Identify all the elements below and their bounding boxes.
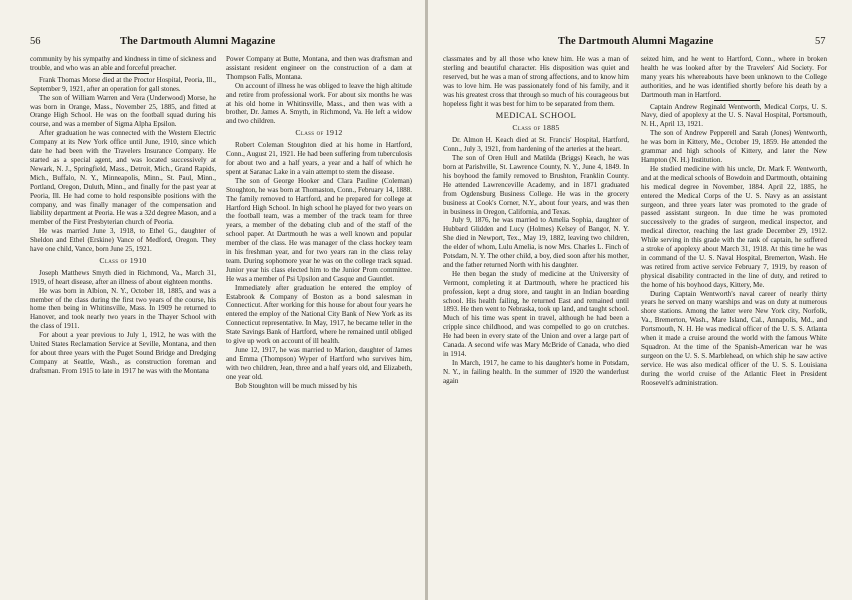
paragraph: July 9, 1876, he was married to Amelia Sophia, daughter of Hubbard Glidden and Lucy (Holmes) Kelsey of Bangor, N. Y. She died in Newport, Tex., May 19, 1882, leaving two children, the elder of whom, Lulu Amelia, is now Mrs. Charles L. Finch of Potsdam, N. Y. The other child, a boy, died soon after his mother, and the father returned North with his daughter. [443,216,629,269]
paragraph: Captain Andrew Reginald Wentworth, Medical Corps, U. S. Navy, died of apoplexy at the U. S. Naval Hospital, Portsmouth, N. H., April 13, 1921. [641,102,827,129]
paragraph: community by his sympathy and kindness in time of sickness and trouble, and who was an able and forceful preacher. [30,55,216,72]
paragraph: He then began the study of medicine at the University of Vermont, completing it at Dartmouth, where he practiced his profession, kept a drug store, and taught in an Indian boarding school. His health failing, he returned East and remained until 1893. He then went to Nebraska, took up land, and taught school. Much of his time was spent in travel, although he had been a cripple since childhood, and was compelled to go on crutches. He had been in every state of the Union and over a large part of Canada. A second wife was Mary McBride of Canada, who died in 1914. [443,269,629,358]
right-page [428,0,852,600]
paragraph: The son of Oren Hull and Matilda (Briggs) Keach, he was born at Parishville, St. Lawrence County, N. Y., June 4, 1849. In his boyhood the family removed to Brushton, Franklin County. He attended Lawrenceville Academy, and in 1871 graduated from Ogdensburg Business College. He was in the grocery business at Cook's Corner, N.Y., about four years, and was then in business in Oregon, California, and Texas. [443,154,629,216]
paragraph: For about a year previous to July 1, 1912, he was with the United States Reclamation Service at Seville, Montana, and then for about three years with the Puget Sound Bridge and Dredging Company at Seattle, Wash., as construction foreman and draftsman. From 1915 to late in 1917 he was with the Montana [30,331,216,375]
paragraph: Joseph Matthews Smyth died in Richmond, Va., March 31, 1919, of heart disease, after an illness of about eighteen months. [30,268,216,286]
paragraph: Immediately after graduation he entered the employ of Estabrook & Company of Boston as a bond salesman in Connecticut. After working for this house for about four years he entered the employ of the National City Bank of New York as its Connecticut representative. In May, 1917, he became teller in the State Savings Bank of Hartford, where he remained until obliged to give up work on account of ill health. [226,283,412,346]
paragraph: seized him, and he went to Hartford, Conn., where in broken health he was looked after by the Travelers' Aid Society. For many years his whereabouts have been unknown to the College authorities, and he was identified shortly before his death by a Dartmouth man in Hartford. [641,55,827,99]
paragraph: On account of illness he was obliged to leave the high altitude and retire from professional work. For about six months he was at his old home in Whitinsville, Mass., and then was with a brother, Dr. James A. Smyth, in Richmond, Va. He left a widow and two children. [226,81,412,126]
section-rule [714,100,760,101]
left-page [0,0,425,600]
paragraph: In March, 1917, he came to his daughter's home in Potsdam, N. Y., in failing health. In the summer of 1920 the wanderlust again [443,358,629,385]
section-heading: MEDICAL SCHOOL [495,111,577,121]
page-number-left: 56 [30,36,41,47]
class-heading: Class of 1885 [512,123,560,133]
paragraph: During Captain Wentworth's naval career of nearly thirty years he served on many warships and was on duty at numerous shore stations. Among the latter were New York city, Norfolk, Va., Bremerton, Wash., Mare Island, Cal., Annapolis, Md., and Portsmouth, N. H. He was medical officer of the U. S. S. Atlanta when it made a cruise around the world with the famous White Squadron. At the time of the Spanish-American war he was surgeon on the U. S. S. Marblehead, on which ship he saw active service. He was also medical officer of the U. S. S. Louisiana during the world cruise of the Atlantic Fleet in President Roosevelt's administration. [641,289,827,387]
class-heading: Class of 1910 [99,255,147,265]
left-column-2 [226,55,412,600]
section-rule [103,73,149,74]
paragraph: Dr. Almon H. Keach died at St. Francis' Hospital, Hartford, Conn., July 3, 1921, from hardening of the arteries at the heart. [443,136,629,154]
class-heading: Class of 1912 [295,128,343,138]
paragraph: He was born in Albion, N. Y., October 18, 1885, and was a member of the class during the first two years of the course, his home then being in Whitinsville, Mass. In 1909 he returned to Hanover, and took nearly two years in the Thayer School with the class of 1911. [30,286,216,331]
paragraph: He was married June 3, 1918, to Ethel G., daughter of Sheldon and Ethel (Erskine) Vance of Medford, Oregon. They have one child, Vance, born June 25, 1921. [30,227,216,254]
paragraph: Frank Thomas Morse died at the Proctor Hospital, Peoria, Ill., September 9, 1921, after an operation for gall stones. [30,75,216,93]
running-header-left: The Dartmouth Alumni Magazine [120,36,276,47]
paragraph: After graduation he was connected with the Western Electric Company at its New York office until June, 1910, since which date he had been with the Travelers Insurance Company. He started as a special agent, and was located successively at Newark, N. J., Springfield, Mass., Detroit, Mich., Grand Rapids, Mich., Buffalo, N. Y., Minneapolis, Minn., St. Paul, Minn., Portland, Oregon, Duluth, Minn., and finally for the past year at Peoria, Ill. He had come to hold responsible positions with the company, and was finally manager of the compensation and liability department at Peoria. He was a 32d degree Mason, and a member of the First Presbyterian church of Peoria. [30,129,216,227]
paragraph: June 12, 1917, he was married to Marion, daughter of James and Emma (Thompson) Wyper of Hartford who survives him, with two children, Jean, three and a half years old, and Elizabeth, one year old. [226,346,412,381]
right-column-1 [443,55,629,600]
running-header-right: The Dartmouth Alumni Magazine [558,36,714,47]
paragraph: The son of William Warren and Vera (Underwood) Morse, he was born in Orange, Mass., November 25, 1885, and fitted at Orange High School. He was on the football squad during his course, and was a member of Sigma Alpha Epsilon. [30,93,216,129]
paragraph: Power Company at Butte, Montana, and then was draftsman and assistant resident engineer on the construction of a dam at Thompson Falls, Montana. [226,55,412,81]
paragraph: Bob Stoughton will be much missed by his [235,381,357,390]
right-column-2 [641,55,827,600]
page-number-right: 57 [815,36,826,47]
paragraph: He studied medicine with his uncle, Dr. Mark F. Wentworth, and at the medical schools of Bowdoin and Dartmouth, obtaining his medical degree in November, 1884. April 22, 1885, he entered the Medical Corps of the U. S. Navy as an assistant surgeon, and three years later was promoted to the grade of passed assistant surgeon. In due time he was promoted successively to the grades of surgeon, medical inspector, and medical director, reaching the last grade December 29, 1912. While serving in this grade with the rank of captain, he suffered a stroke of apoplexy about March 31, 1918. At this time he was in command of the U. S. Naval Hospital, Bremerton, Wash. He was retired from active service February 7, 1919, by reason of physical disability contracted in the line of duty, and retired to the home of his boyhood days, Kittery, Me. [641,164,827,289]
left-column-1 [30,55,216,600]
paragraph: The son of George Hooker and Clara Pauline (Coleman) Stoughton, he was born at Thomaston, Conn., February 14, 1888. The family removed to Hartford, and he prepared for college at Hartford High School. In high school he played for two years on the football team, was a member of the track team for three years, a member of the debating club and of the staff of the school paper. At Dartmouth he was a well known and popular member of the class. He was manager of the class hockey team in his freshman year, and for two years ran in the class relay team. During sophomore year he was on the college track squad. Junior year his class elected him to the Junior Prom committee. He was a member of Psi Upsilon and Casque and Gauntlet. [226,176,412,283]
paragraph: Robert Coleman Stoughton died at his home in Hartford, Conn., August 21, 1921. He had been suffering from tuberculosis for about two and a half years, a year and a half of which he spent at Saranac Lake in a vain attempt to stem the disease. [226,141,412,176]
paragraph: classmates and by all those who knew him. He was a man of sterling and beautiful character. His disposition was quiet and reserved, but he was a man of strong affections, and to know him was to love him. He was passionately fond of his family, and it was his greatest cross that through so much of his courageous but hopeless fight it was best for him to be separated from them. [443,55,629,108]
paragraph: The son of Andrew Pepperell and Sarah (Jones) Wentworth, he was born in Kittery, Me., October 19, 1859. He attended the grammar and high schools of Kittery, and later the New Hampton (N. H.) Institution. [641,129,827,164]
